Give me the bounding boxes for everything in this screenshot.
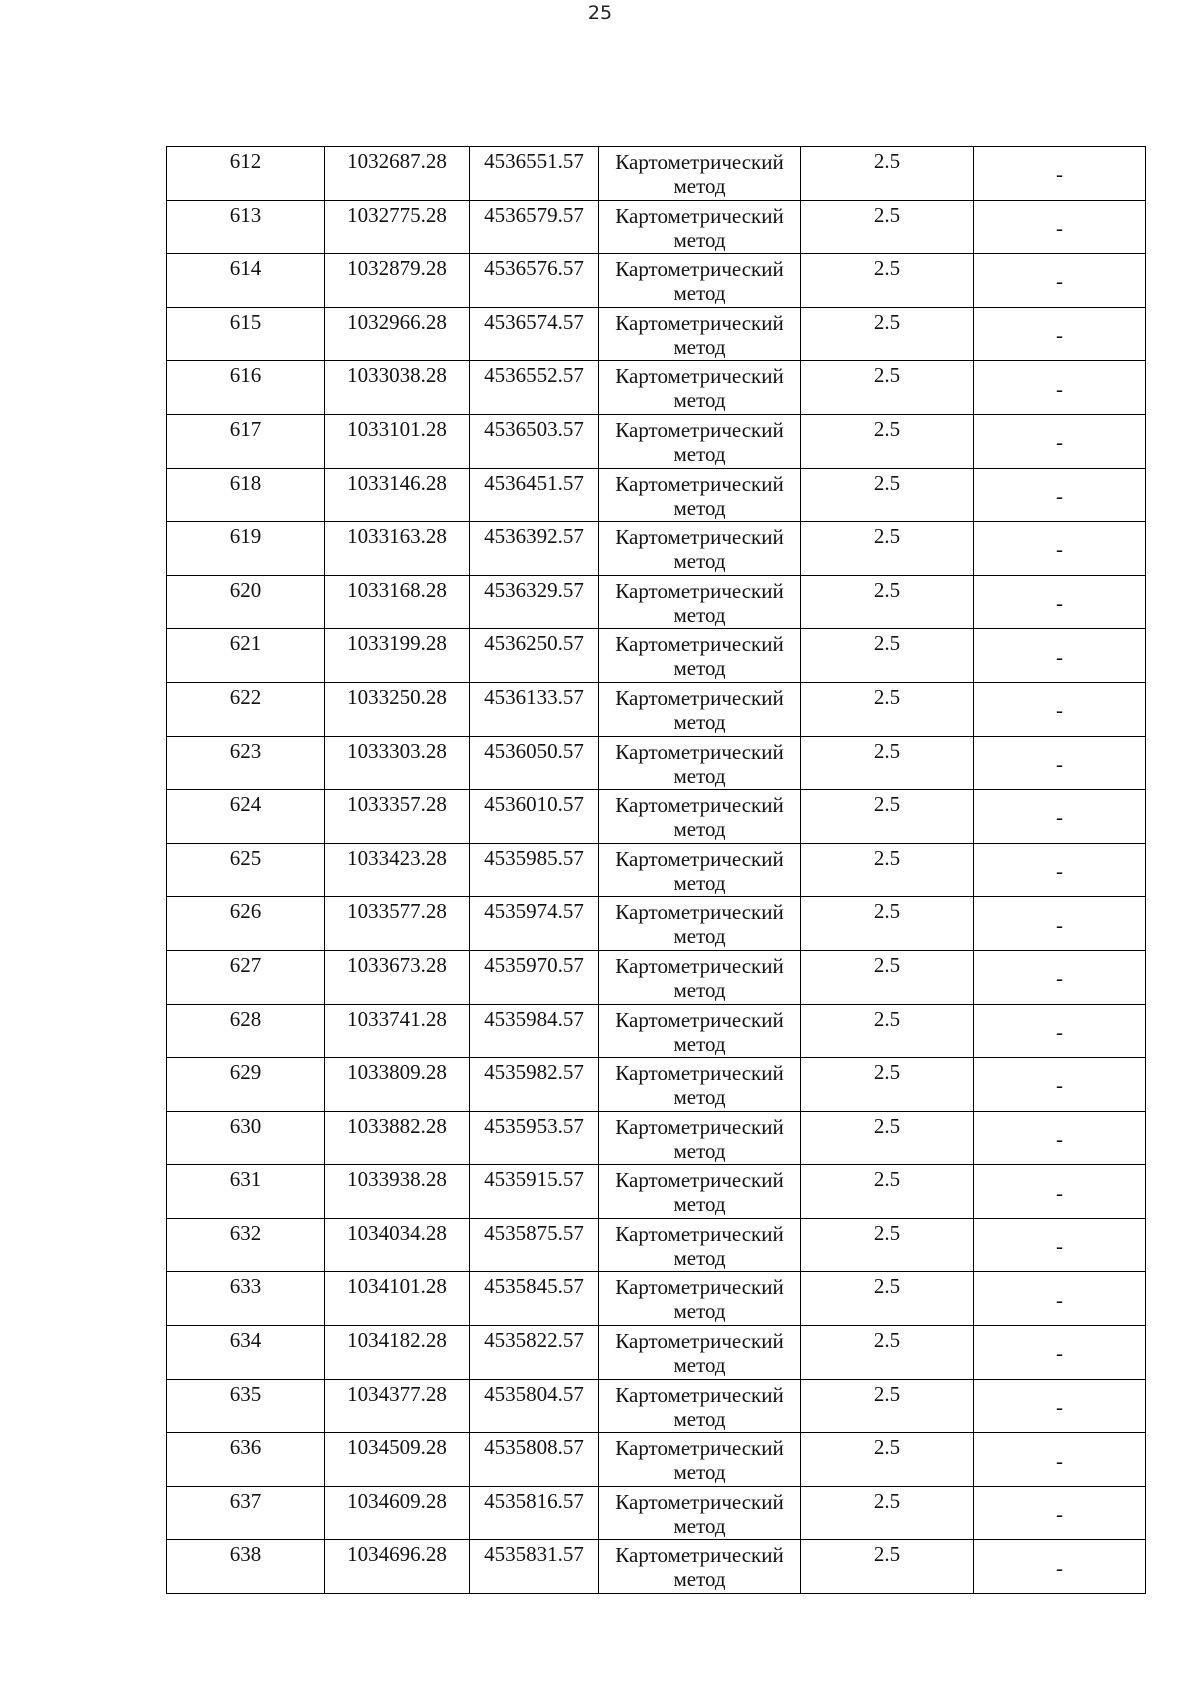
description-cell: -: [974, 1165, 1146, 1219]
point-number-cell: 635: [167, 1379, 325, 1433]
accuracy-cell: 2.5: [801, 682, 974, 736]
point-number-cell: 636: [167, 1433, 325, 1487]
y-coordinate-cell: 4536552.57: [470, 361, 599, 415]
accuracy-cell: 2.5: [801, 629, 974, 683]
x-coordinate-cell: 1033938.28: [325, 1165, 470, 1219]
point-number-cell: 619: [167, 522, 325, 576]
table-row: [167, 307, 1146, 361]
method-line-1: Картометрический: [615, 1382, 784, 1407]
method-line-1: Картометрический: [615, 1007, 784, 1032]
accuracy-cell: 2.5: [801, 897, 974, 951]
method-line-1: Картометрический: [615, 1489, 784, 1514]
table-row: [167, 1379, 1146, 1433]
method-line-2: метод: [673, 1245, 726, 1270]
accuracy-cell: 2.5: [801, 1326, 974, 1380]
point-number-cell: 612: [167, 147, 325, 201]
accuracy-cell: 2.5: [801, 1540, 974, 1594]
method-line-1: Картометрический: [615, 793, 784, 818]
description-cell: -: [974, 307, 1146, 361]
accuracy-cell: 2.5: [801, 1165, 974, 1219]
method-line-2: метод: [673, 1085, 726, 1110]
method-line-2: метод: [673, 709, 726, 734]
point-number-cell: 618: [167, 468, 325, 522]
method-line-2: метод: [673, 602, 726, 627]
point-number-cell: 622: [167, 682, 325, 736]
method-line-2: метод: [673, 1567, 726, 1592]
description-cell: -: [974, 790, 1146, 844]
x-coordinate-cell: 1034182.28: [325, 1326, 470, 1380]
description-cell: -: [974, 1433, 1146, 1487]
method-cell: [599, 147, 801, 201]
description-cell: -: [974, 468, 1146, 522]
method-cell: [599, 682, 801, 736]
description-cell: -: [974, 1379, 1146, 1433]
table-row: [167, 1540, 1146, 1594]
description-cell: -: [974, 1272, 1146, 1326]
table-row: [167, 790, 1146, 844]
x-coordinate-cell: 1033303.28: [325, 736, 470, 790]
method-line-1: Картометрический: [615, 578, 784, 603]
point-number-cell: 620: [167, 575, 325, 629]
description-cell: -: [974, 200, 1146, 254]
point-number-cell: 617: [167, 414, 325, 468]
method-line-1: Картометрический: [615, 900, 784, 925]
method-cell: [599, 1379, 801, 1433]
method-line-1: Картометрический: [615, 1168, 784, 1193]
point-number-cell: 614: [167, 254, 325, 308]
method-cell: [599, 1433, 801, 1487]
method-line-2: метод: [673, 334, 726, 359]
description-cell: -: [974, 361, 1146, 415]
method-line-2: метод: [673, 870, 726, 895]
y-coordinate-cell: 4536579.57: [470, 200, 599, 254]
y-coordinate-cell: 4536576.57: [470, 254, 599, 308]
page-number: 25: [587, 2, 613, 24]
method-line-1: Картометрический: [615, 953, 784, 978]
method-line-1: Картометрический: [615, 150, 784, 174]
x-coordinate-cell: 1034377.28: [325, 1379, 470, 1433]
y-coordinate-cell: 4535808.57: [470, 1433, 599, 1487]
point-number-cell: 629: [167, 1058, 325, 1112]
method-line-1: Картометрический: [615, 739, 784, 764]
method-line-2: метод: [673, 388, 726, 413]
accuracy-cell: 2.5: [801, 468, 974, 522]
method-line-1: Картометрический: [615, 1061, 784, 1086]
method-cell: [599, 736, 801, 790]
method-cell: [599, 629, 801, 683]
accuracy-cell: 2.5: [801, 254, 974, 308]
x-coordinate-cell: 1033809.28: [325, 1058, 470, 1112]
accuracy-cell: 2.5: [801, 575, 974, 629]
table-row: [167, 897, 1146, 951]
table-row: [167, 468, 1146, 522]
method-line-2: метод: [673, 549, 726, 574]
method-cell: [599, 414, 801, 468]
table-row: [167, 200, 1146, 254]
accuracy-cell: 2.5: [801, 843, 974, 897]
description-cell: -: [974, 950, 1146, 1004]
method-line-1: Картометрический: [615, 632, 784, 657]
method-line-2: метод: [673, 1192, 726, 1217]
accuracy-cell: 2.5: [801, 1433, 974, 1487]
description-cell: -: [974, 629, 1146, 683]
method-line-2: метод: [673, 281, 726, 306]
method-cell: [599, 950, 801, 1004]
accuracy-cell: 2.5: [801, 1058, 974, 1112]
description-cell: -: [974, 147, 1146, 201]
table-row: [167, 575, 1146, 629]
point-number-cell: 616: [167, 361, 325, 415]
x-coordinate-cell: 1033882.28: [325, 1111, 470, 1165]
table-row: [167, 736, 1146, 790]
table-body: [167, 147, 1146, 1594]
table-row: [167, 1218, 1146, 1272]
point-number-cell: 637: [167, 1486, 325, 1540]
method-line-1: Картометрический: [615, 364, 784, 389]
description-cell: -: [974, 843, 1146, 897]
accuracy-cell: 2.5: [801, 790, 974, 844]
point-number-cell: 613: [167, 200, 325, 254]
x-coordinate-cell: 1033357.28: [325, 790, 470, 844]
method-cell: [599, 1272, 801, 1326]
x-coordinate-cell: 1033741.28: [325, 1004, 470, 1058]
description-cell: -: [974, 575, 1146, 629]
method-line-1: Картометрический: [615, 1329, 784, 1354]
accuracy-cell: 2.5: [801, 1272, 974, 1326]
y-coordinate-cell: 4535984.57: [470, 1004, 599, 1058]
method-line-2: метод: [673, 174, 726, 198]
x-coordinate-cell: 1034034.28: [325, 1218, 470, 1272]
y-coordinate-cell: 4536250.57: [470, 629, 599, 683]
table-row: [167, 1004, 1146, 1058]
description-cell: -: [974, 414, 1146, 468]
point-number-cell: 628: [167, 1004, 325, 1058]
accuracy-cell: 2.5: [801, 414, 974, 468]
x-coordinate-cell: 1033163.28: [325, 522, 470, 576]
table-row: [167, 361, 1146, 415]
accuracy-cell: 2.5: [801, 1004, 974, 1058]
method-cell: [599, 575, 801, 629]
table-row: [167, 254, 1146, 308]
point-number-cell: 630: [167, 1111, 325, 1165]
x-coordinate-cell: 1033168.28: [325, 575, 470, 629]
point-number-cell: 632: [167, 1218, 325, 1272]
method-cell: [599, 1540, 801, 1594]
table-row: [167, 629, 1146, 683]
description-cell: -: [974, 1486, 1146, 1540]
point-number-cell: 624: [167, 790, 325, 844]
point-number-cell: 615: [167, 307, 325, 361]
method-line-2: метод: [673, 656, 726, 681]
method-line-1: Картометрический: [615, 417, 784, 442]
y-coordinate-cell: 4536451.57: [470, 468, 599, 522]
table-row: [167, 414, 1146, 468]
point-number-cell: 625: [167, 843, 325, 897]
y-coordinate-cell: 4536010.57: [470, 790, 599, 844]
description-cell: -: [974, 522, 1146, 576]
y-coordinate-cell: 4535915.57: [470, 1165, 599, 1219]
method-line-1: Картометрический: [615, 1221, 784, 1246]
description-cell: -: [974, 736, 1146, 790]
description-cell: -: [974, 1058, 1146, 1112]
description-cell: -: [974, 1218, 1146, 1272]
method-line-1: Картометрический: [615, 1275, 784, 1300]
method-line-2: метод: [673, 763, 726, 788]
table-row: [167, 522, 1146, 576]
method-line-2: метод: [673, 1031, 726, 1056]
method-cell: [599, 1004, 801, 1058]
x-coordinate-cell: 1032966.28: [325, 307, 470, 361]
description-cell: -: [974, 254, 1146, 308]
table-row: [167, 1433, 1146, 1487]
method-line-1: Картометрический: [615, 1436, 784, 1461]
method-cell: [599, 1165, 801, 1219]
method-cell: [599, 1111, 801, 1165]
y-coordinate-cell: 4535875.57: [470, 1218, 599, 1272]
method-cell: [599, 361, 801, 415]
y-coordinate-cell: 4535974.57: [470, 897, 599, 951]
method-cell: [599, 468, 801, 522]
point-number-cell: 627: [167, 950, 325, 1004]
method-line-2: метод: [673, 1299, 726, 1324]
method-cell: [599, 200, 801, 254]
point-number-cell: 623: [167, 736, 325, 790]
x-coordinate-cell: 1034509.28: [325, 1433, 470, 1487]
x-coordinate-cell: 1034609.28: [325, 1486, 470, 1540]
y-coordinate-cell: 4535831.57: [470, 1540, 599, 1594]
y-coordinate-cell: 4536392.57: [470, 522, 599, 576]
method-line-2: метод: [673, 924, 726, 949]
method-line-2: метод: [673, 1406, 726, 1431]
method-line-2: метод: [673, 1460, 726, 1485]
x-coordinate-cell: 1033146.28: [325, 468, 470, 522]
method-line-1: Картометрический: [615, 203, 784, 228]
y-coordinate-cell: 4535816.57: [470, 1486, 599, 1540]
method-line-1: Картометрический: [615, 1114, 784, 1139]
y-coordinate-cell: 4536551.57: [470, 147, 599, 201]
table-row: [167, 1165, 1146, 1219]
accuracy-cell: 2.5: [801, 950, 974, 1004]
method-cell: [599, 1218, 801, 1272]
method-cell: [599, 1058, 801, 1112]
y-coordinate-cell: 4535985.57: [470, 843, 599, 897]
table-row: [167, 1486, 1146, 1540]
accuracy-cell: 2.5: [801, 361, 974, 415]
y-coordinate-cell: 4536574.57: [470, 307, 599, 361]
accuracy-cell: 2.5: [801, 1379, 974, 1433]
x-coordinate-cell: 1033250.28: [325, 682, 470, 736]
x-coordinate-cell: 1033423.28: [325, 843, 470, 897]
table-row: [167, 1326, 1146, 1380]
point-number-cell: 631: [167, 1165, 325, 1219]
x-coordinate-cell: 1032687.28: [325, 147, 470, 201]
description-cell: -: [974, 682, 1146, 736]
point-number-cell: 634: [167, 1326, 325, 1380]
accuracy-cell: 2.5: [801, 147, 974, 201]
x-coordinate-cell: 1033038.28: [325, 361, 470, 415]
point-number-cell: 626: [167, 897, 325, 951]
x-coordinate-cell: 1034101.28: [325, 1272, 470, 1326]
description-cell: -: [974, 1004, 1146, 1058]
table-row: [167, 1058, 1146, 1112]
y-coordinate-cell: 4535845.57: [470, 1272, 599, 1326]
method-line-1: Картометрический: [615, 685, 784, 710]
accuracy-cell: 2.5: [801, 1486, 974, 1540]
method-line-2: метод: [673, 1138, 726, 1163]
accuracy-cell: 2.5: [801, 200, 974, 254]
method-line-2: метод: [673, 977, 726, 1002]
accuracy-cell: 2.5: [801, 1218, 974, 1272]
point-number-cell: 621: [167, 629, 325, 683]
method-line-2: метод: [673, 817, 726, 842]
method-line-1: Картометрический: [615, 257, 784, 282]
method-cell: [599, 897, 801, 951]
method-cell: [599, 254, 801, 308]
x-coordinate-cell: 1033199.28: [325, 629, 470, 683]
method-line-1: Картометрический: [615, 1543, 784, 1568]
y-coordinate-cell: 4535822.57: [470, 1326, 599, 1380]
method-cell: [599, 1486, 801, 1540]
table-row: [167, 950, 1146, 1004]
y-coordinate-cell: 4535953.57: [470, 1111, 599, 1165]
description-cell: -: [974, 1111, 1146, 1165]
x-coordinate-cell: 1033577.28: [325, 897, 470, 951]
y-coordinate-cell: 4536050.57: [470, 736, 599, 790]
y-coordinate-cell: 4535804.57: [470, 1379, 599, 1433]
table-row: [167, 147, 1146, 201]
point-number-cell: 638: [167, 1540, 325, 1594]
method-line-2: метод: [673, 227, 726, 252]
method-cell: [599, 522, 801, 576]
method-line-2: метод: [673, 1353, 726, 1378]
method-line-2: метод: [673, 441, 726, 466]
table-row: [167, 1272, 1146, 1326]
method-cell: [599, 1326, 801, 1380]
x-coordinate-cell: 1033101.28: [325, 414, 470, 468]
method-line-2: метод: [673, 495, 726, 520]
y-coordinate-cell: 4535982.57: [470, 1058, 599, 1112]
table-row: [167, 843, 1146, 897]
accuracy-cell: 2.5: [801, 736, 974, 790]
coordinates-table: [166, 146, 1146, 1594]
description-cell: -: [974, 1326, 1146, 1380]
y-coordinate-cell: 4536503.57: [470, 414, 599, 468]
x-coordinate-cell: 1032775.28: [325, 200, 470, 254]
y-coordinate-cell: 4535970.57: [470, 950, 599, 1004]
method-cell: [599, 307, 801, 361]
table-row: [167, 682, 1146, 736]
x-coordinate-cell: 1033673.28: [325, 950, 470, 1004]
description-cell: -: [974, 897, 1146, 951]
accuracy-cell: 2.5: [801, 307, 974, 361]
y-coordinate-cell: 4536133.57: [470, 682, 599, 736]
method-cell: [599, 790, 801, 844]
accuracy-cell: 2.5: [801, 1111, 974, 1165]
x-coordinate-cell: 1034696.28: [325, 1540, 470, 1594]
method-line-1: Картометрический: [615, 525, 784, 550]
table-row: [167, 1111, 1146, 1165]
method-line-2: метод: [673, 1513, 726, 1538]
accuracy-cell: 2.5: [801, 522, 974, 576]
method-cell: [599, 843, 801, 897]
point-number-cell: 633: [167, 1272, 325, 1326]
y-coordinate-cell: 4536329.57: [470, 575, 599, 629]
method-line-1: Картометрический: [615, 471, 784, 496]
x-coordinate-cell: 1032879.28: [325, 254, 470, 308]
method-line-1: Картометрический: [615, 310, 784, 335]
description-cell: -: [974, 1540, 1146, 1594]
method-line-1: Картометрический: [615, 846, 784, 871]
